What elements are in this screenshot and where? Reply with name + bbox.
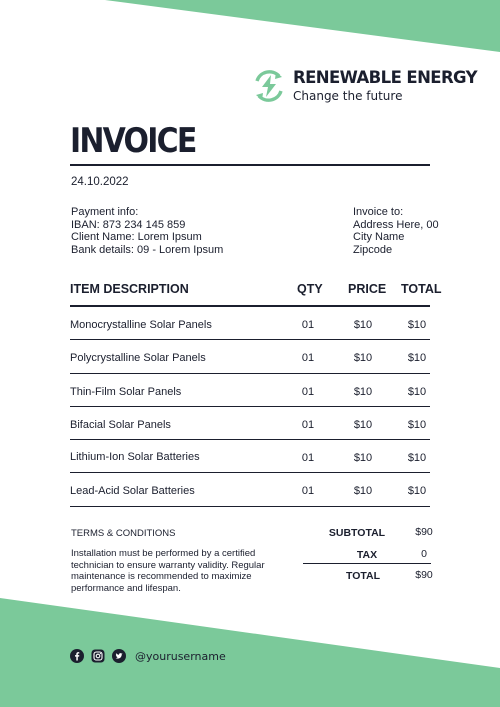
row-price: $10 — [353, 452, 373, 464]
top-green-band — [105, 0, 500, 52]
brand-header — [251, 68, 477, 104]
header-total: TOTAL — [401, 282, 442, 296]
facebook-icon[interactable] — [70, 649, 84, 663]
social-handle[interactable]: @yourusername — [135, 649, 226, 663]
payment-bank: Bank details: 09 - Lorem Ipsum — [71, 243, 224, 256]
row-description: Thin-Film Solar Panels — [70, 386, 182, 398]
row-description: Lithium-Ion Solar Batteries — [70, 451, 200, 463]
brand-tagline: Change the future — [293, 88, 403, 103]
invoice-to-heading: Invoice to: — [353, 206, 404, 218]
header-price: PRICE — [348, 282, 387, 296]
instagram-icon[interactable] — [91, 649, 105, 663]
payment-client: Client Name: Lorem Ipsum — [71, 231, 202, 243]
twitter-icon[interactable] — [112, 649, 126, 663]
row-price: $10 — [353, 485, 373, 497]
total-label: TOTAL — [345, 570, 381, 582]
row-total: $10 — [407, 319, 427, 331]
row-divider — [70, 439, 430, 440]
brand-name: RENEWABLE ENERGY — [293, 68, 477, 88]
social-links — [70, 649, 226, 663]
row-divider — [70, 339, 430, 340]
terms-text: Installation must be performed by a certified technician to ensure warranty validity. Regular maintenance is recommended to maximize performance and lifespan. — [71, 548, 265, 594]
row-total: $10 — [407, 352, 427, 364]
terms-heading: TERMS & CONDITIONS — [71, 528, 176, 539]
tax-label: TAX — [356, 549, 378, 561]
row-qty: 01 — [301, 419, 315, 431]
invoice-to — [353, 206, 439, 256]
row-divider — [70, 472, 430, 473]
row-qty: 01 — [301, 485, 315, 497]
tax-value: 0 — [421, 548, 427, 560]
row-divider — [70, 506, 430, 507]
header-qty: QTY — [297, 282, 323, 296]
header-description: ITEM DESCRIPTION — [70, 282, 189, 296]
row-price: $10 — [353, 386, 373, 398]
row-total: $10 — [407, 452, 427, 464]
row-description: Monocrystalline Solar Panels — [70, 319, 212, 331]
row-description: Polycrystalline Solar Panels — [70, 352, 206, 364]
row-price: $10 — [353, 352, 373, 364]
invoice-title: INVOICE — [70, 122, 196, 162]
payment-info — [71, 206, 223, 256]
subtotal-value: $90 — [415, 526, 433, 538]
recycle-bolt-logo-icon — [251, 68, 287, 104]
payment-iban: IBAN: 873 234 145 859 — [71, 218, 186, 231]
invoice-date: 24.10.2022 — [71, 176, 129, 188]
row-description: Lead-Acid Solar Batteries — [70, 485, 195, 497]
payment-info-heading: Payment info: — [71, 206, 139, 218]
summary-divider — [303, 563, 431, 564]
row-total: $10 — [407, 386, 427, 398]
row-divider — [70, 406, 430, 407]
title-divider — [70, 164, 430, 166]
row-divider — [70, 373, 430, 374]
row-total: $10 — [407, 485, 427, 497]
invoice-to-city: City Name — [353, 231, 405, 243]
total-value: $90 — [415, 569, 433, 581]
row-qty: 01 — [301, 386, 315, 398]
row-price: $10 — [353, 419, 373, 431]
invoice-to-address: Address Here, 00 — [353, 218, 439, 231]
subtotal-label: SUBTOTAL — [328, 527, 386, 539]
row-description: Bifacial Solar Panels — [70, 419, 171, 431]
row-total: $10 — [407, 419, 427, 431]
row-qty: 01 — [301, 452, 315, 464]
row-qty: 01 — [301, 319, 315, 331]
row-price: $10 — [353, 319, 373, 331]
table-header-divider — [70, 305, 430, 307]
row-qty: 01 — [301, 352, 315, 364]
invoice-to-zip: Zipcode — [353, 243, 393, 256]
